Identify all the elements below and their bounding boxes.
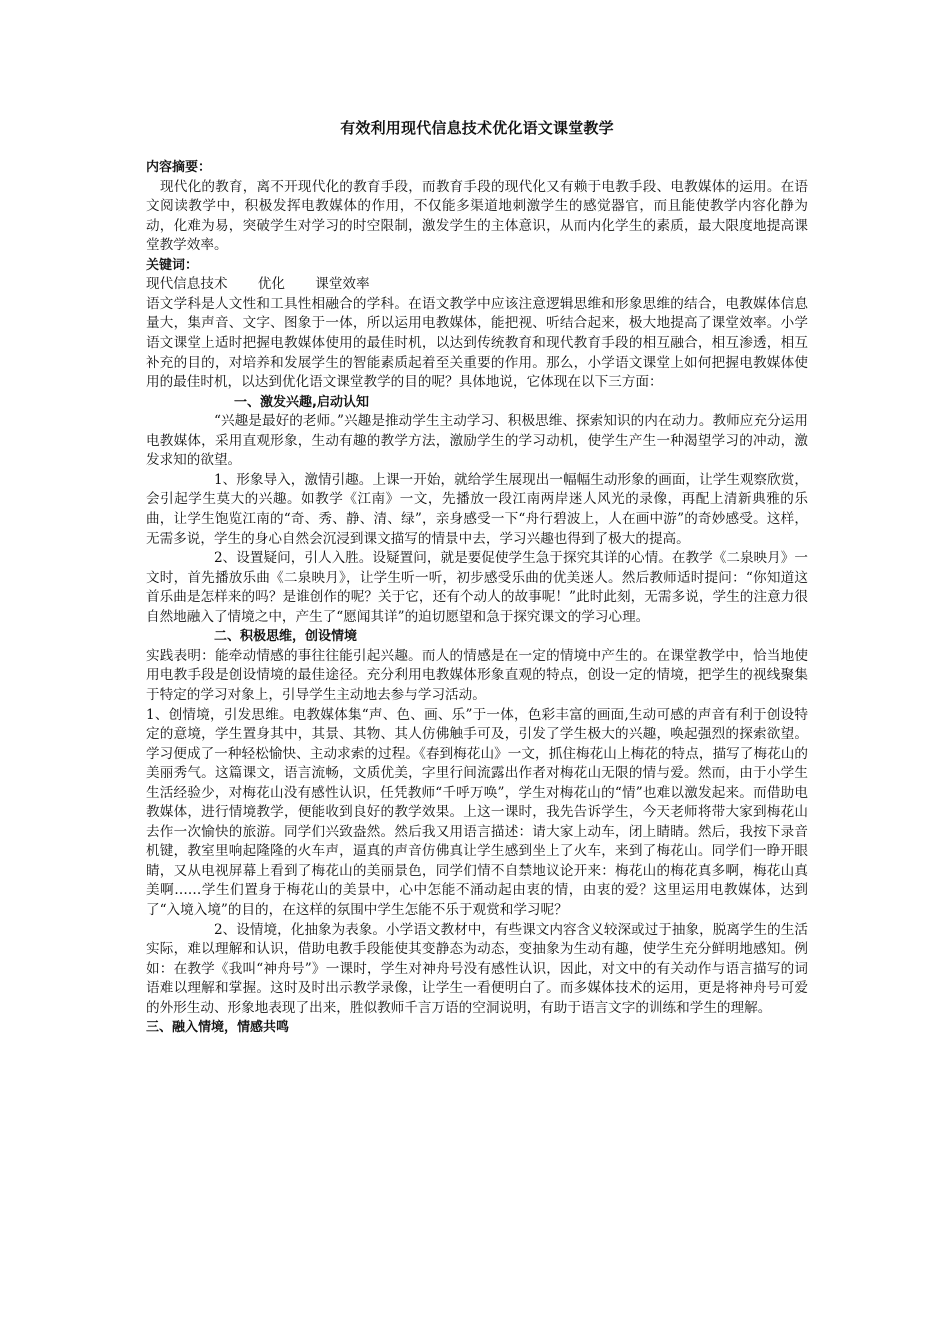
document-page bbox=[146, 118, 808, 1038]
section1-paragraph-2: 1、形象导入，激情引趣。上课一开始，就给学生展现出一幅幅生动形象的画面，让学生观察欣赏，会引起学生莫大的兴趣。如教学《江南》一文，先播放一段江南两岸迷人风光的录像，再配上清新典雅的乐曲，让学生饱览江南的“奇、秀、静、清、绿”，亲身感受一下“舟行碧波上，人在画中游”的奇妙感受。这样，无需多说，学生的身心自然会沉浸到课文描写的情景中去，学习兴趣也得到了极大的提高。 bbox=[146, 471, 808, 547]
document-title: 有效利用现代信息技术优化语文课堂教学 bbox=[340, 119, 614, 137]
section1-paragraph-1: “兴趣是最好的老师。”兴趣是推动学生主动学习、积极思维、探索知识的内在动力。教师应充分运用电教媒体，采用直观形象，生动有趣的教学方法，激励学生的学习动机，使学生产生一种渴望学习的冲动，激发求知的欲望。 bbox=[146, 413, 808, 469]
intro-paragraph: 语文学科是人文性和工具性相融合的学科。在语文教学中应该注意逻辑思维和形象思维的结合，电教媒体信息量大，集声音、文字、图象于一体，所以运用电教媒体，能把视、听结合起来，极大地提高了课堂效率。小学语文课堂上适时把握电教媒体使用的最佳时机，以达到传统教育和现代教育手段的相互融合，相互渗透，相互补充的目的，对培养和发展学生的智能素质起着至关重要的作用。那么，小学语文课堂上如何把握电教媒体使用的最佳时机，以达到优化语文课堂教学的目的呢？具体地说，它体现在以下三方面： bbox=[146, 295, 808, 391]
section1-paragraph-3: 2、设置疑问，引人入胜。设疑置问，就是要促使学生急于探究其详的心情。在教学《二泉映月》一文时，首先播放乐曲《二泉映月》，让学生听一听，初步感受乐曲的优美迷人。然后教师适时提问：“你知道这首乐曲是怎样来的吗？是谁创作的呢？关于它，还有个动人的故事呢！”此时此刻，无需多说，学生的注意力很自然地融入了情境之中，产生了“愿闻其详”的迫切愿望和急于探究课文的学习心理。 bbox=[146, 550, 808, 625]
section2-paragraph-3: 2、设情境，化抽象为表象。小学语文教材中，有些课文内容含义较深或过于抽象，脱离学生的生活实际，难以理解和认识，借助电教手段能使其变静态为动态，变抽象为生动有趣，使学生充分鲜明地感知。例如：在教学《我叫“神舟号”》一课时，学生对神舟号没有感性认识，因此，对文中的有关动作与语言描写的词语难以理解和掌握。这时及时出示教学录像，让学生一看便明白了。而多媒体技术的运用，更是将神舟号可爱的外形生动、形象地表现了出来，胜似教师千言万语的空洞说明，有助于语言文字的训练和学生的理解。 bbox=[146, 921, 808, 1016]
keywords-label: 关键词： bbox=[146, 257, 199, 273]
section2-paragraph-2: 1、创情境，引发思维。电教媒体集“声、色、画、乐”于一体，色彩丰富的画面,生动可感的声音有利于创设特定的意境，学生置身其中，其景、其物、其人仿佛触手可及，引发了学生极大的兴趣，唤起强烈的探索欲望。学习便成了一种轻松愉快、主动求索的过程。《春到梅花山》一文，抓住梅花山上梅花的特点，描写了梅花山的美丽秀气。这篇课文，语言流畅，文质优美，字里行间流露出作者对梅花山无限的情与爱。然而，由于小学生生活经验少，对梅花山没有感性认识，任凭教师“千呼万唤”，学生对梅花山的“情”也难以激发起来。而借助电教媒体，进行情境教学，便能收到良好的教学效果。上这一课时，我先告诉学生，今天老师将带大家到梅花山去作一次愉快的旅游。同学们兴致盎然。然后我又用语言描述：请大家上动车，闭上睛睛。然后，我按下录音机键，教室里响起隆隆的火车声，逼真的声音仿佛真让学生感到坐上了火车，来到了梅花山。同学们一睁开眼睛，又从电视屏幕上看到了梅花山的美丽景色，同学们情不自禁地议论开来：梅花山的梅花真多啊，梅花山真美啊……学生们置身于梅花山的美景中，心中怎能不涌动起由衷的情，由衷的爱？这里运用电教媒体，达到了“入境入境”的目的，在这样的氛围中学生怎能不乐于观赏和学习呢？ bbox=[146, 706, 808, 918]
abstract-label: 内容摘要： bbox=[146, 160, 212, 175]
section1-heading: 一、激发兴趣,启动认知 bbox=[234, 394, 369, 410]
section2-paragraph-1: 实践表明：能牵动情感的事往往能引起兴趣。而人的情感是在一定的情境中产生的。在课堂教学中，恰当地使用电教手段是创设情境的最佳途径。充分利用电教媒体形象直观的特点，创设一定的情境，把学生的视线聚集于特定的学习对象上，引导学生主动地去参与学习活动。 bbox=[146, 647, 808, 703]
abstract-paragraph: 现代化的教育，离不开现代化的教育手段，而教育手段的现代化又有赖于电教手段、电教媒体的运用。在语文阅读教学中，积极发挥电教媒体的作用，不仅能多渠道地刺激学生的感觉器官，而且能使教学内容化静为动，化难为易，突破学生对学习的时空限制，激发学生的主体意识，从而内化学生的素质，最大限度地提高课堂教学效率。 bbox=[146, 178, 808, 254]
keywords-line: 现代信息技术 优化 课堂效率 bbox=[146, 276, 370, 293]
section3-heading: 三、融入情境，情感共鸣 bbox=[146, 1020, 290, 1036]
section2-heading: 二、积极思维，创设情境 bbox=[214, 629, 358, 645]
